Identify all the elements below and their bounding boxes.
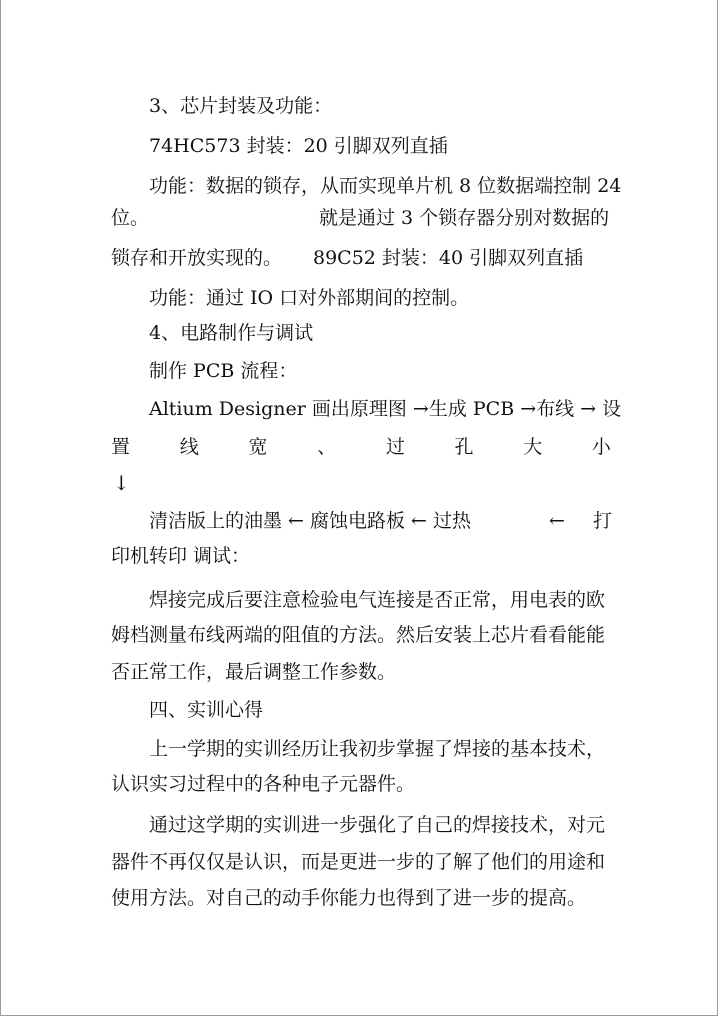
spaced-char: 线 bbox=[179, 436, 199, 458]
text-line: 印机转印 调试： bbox=[111, 545, 251, 567]
text-line: 焊接完成后要注意检验电气连接是否正常，用电表的欧 bbox=[149, 589, 606, 611]
text-line: 就是通过 3 个锁存器分别对数据的 bbox=[319, 207, 610, 229]
section-heading-chip-package: 3、芯片封装及功能： bbox=[149, 95, 333, 117]
section-heading-reflection: 四、实训心得 bbox=[149, 699, 264, 721]
text-line: 器件不再仅仅是认识，而是更进一步的了解了他们的用途和 bbox=[111, 851, 606, 873]
text-line: 锁存和开放实现的。 bbox=[111, 247, 283, 269]
text-line: 位。 bbox=[111, 207, 150, 229]
text-line: 89C52 封装：40 引脚双列直插 bbox=[313, 247, 584, 269]
text-line: 74HC573 封装：20 引脚双列直插 bbox=[149, 135, 448, 157]
text-line: 认识实习过程中的各种电子元器件。 bbox=[111, 773, 416, 795]
down-arrow-icon: ↓ bbox=[113, 471, 130, 495]
spaced-char: 大 bbox=[523, 436, 543, 458]
text-line: 功能：数据的锁存，从而实现单片机 8 位数据端控制 24 bbox=[149, 175, 622, 197]
text-line: 打 bbox=[593, 510, 613, 532]
left-arrow-icon: ← bbox=[549, 510, 565, 532]
spaced-char: 孔 bbox=[454, 436, 474, 458]
spaced-char: 宽 bbox=[248, 436, 268, 458]
spaced-char: 、 bbox=[317, 436, 337, 458]
text-line: 功能：通过 IO 口对外部期间的控制。 bbox=[149, 287, 470, 309]
text-line: 清洁版上的油墨 ← 腐蚀电路板 ← 过热 bbox=[149, 510, 471, 532]
text-line: 否正常工作，最后调整工作参数。 bbox=[111, 661, 397, 683]
text-line: 上一学期的实训经历让我初步掌握了焊接的基本技术， bbox=[149, 738, 606, 760]
spaced-char: 置 bbox=[111, 436, 131, 458]
text-line: Altium Designer 画出原理图 →生成 PCB →布线 → 设 bbox=[149, 398, 622, 420]
spaced-text-line bbox=[111, 434, 611, 460]
text-line: 制作 PCB 流程： bbox=[149, 360, 298, 382]
text-line: 使用方法。对自己的动手你能力也得到了进一步的提高。 bbox=[111, 887, 587, 909]
text-line: 通过这学期的实训进一步强化了自己的焊接技术，对元 bbox=[149, 814, 606, 836]
spaced-char: 小 bbox=[591, 436, 611, 458]
spaced-char: 过 bbox=[385, 436, 405, 458]
section-heading-circuit: 4、电路制作与调试 bbox=[149, 322, 314, 344]
text-line: 姆档测量布线两端的阻值的方法。然后安装上芯片看看能能 bbox=[111, 624, 606, 646]
